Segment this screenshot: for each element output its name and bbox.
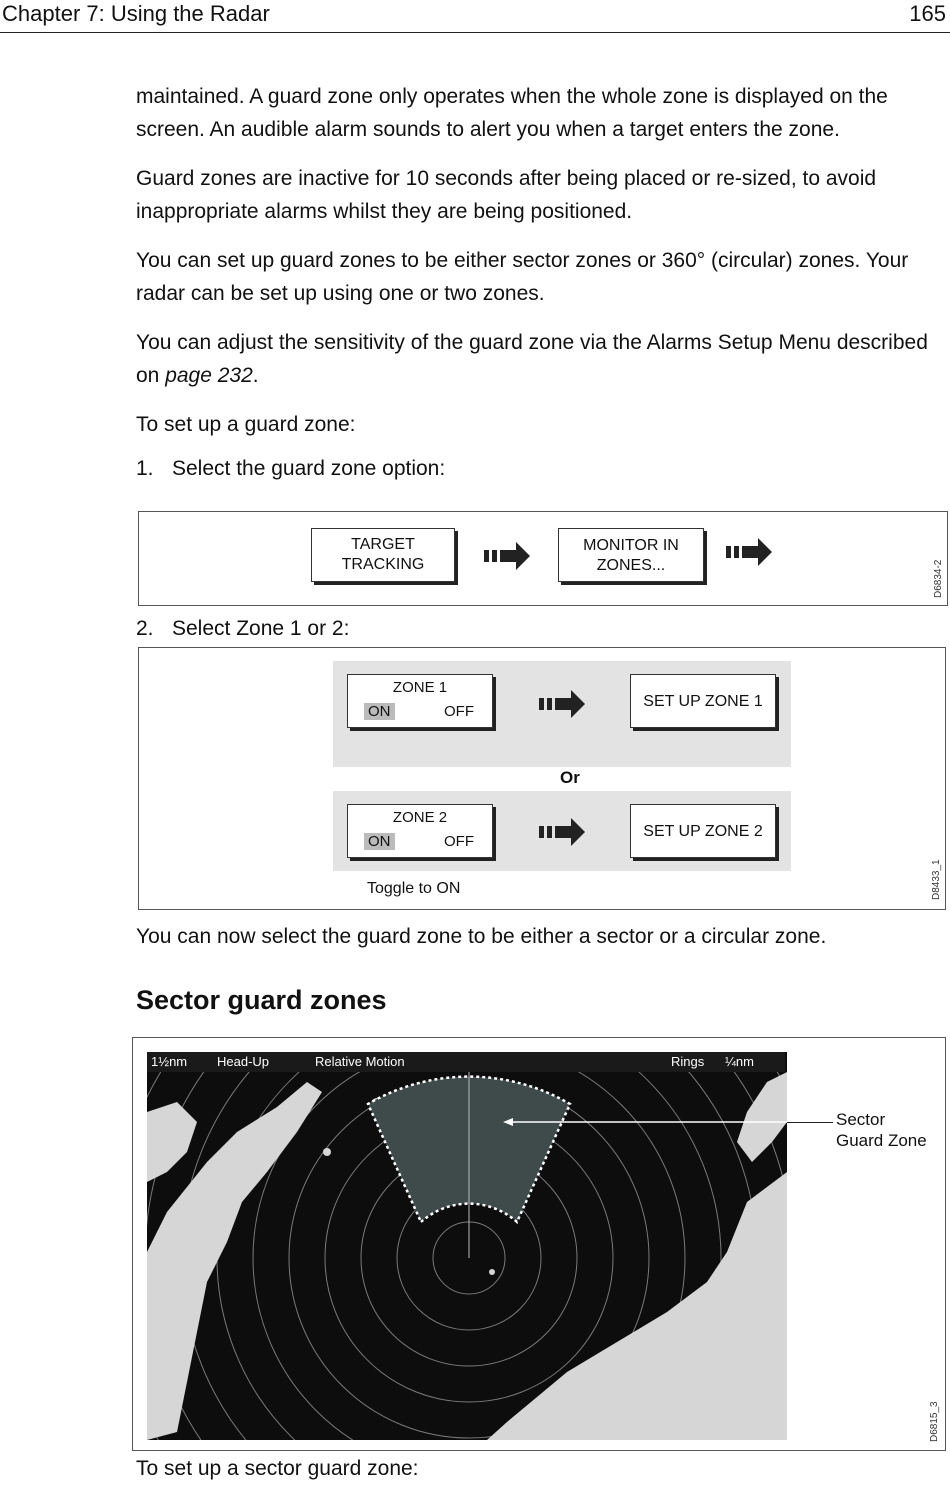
step-2-number: 2.: [136, 617, 154, 640]
callout-line-1: Sector: [836, 1110, 886, 1129]
zone2-on: ON: [364, 833, 395, 850]
figure-zone-select: [138, 647, 946, 910]
setup-zone1-softkey[interactable]: SET UP ZONE 1: [630, 674, 776, 728]
zone1-label: ZONE 1: [392, 679, 448, 696]
orientation-label: Head-Up: [217, 1054, 270, 1069]
rings-label: Rings: [671, 1054, 705, 1069]
paragraph-3: You can set up guard zones to be either sector zones or 360° (circular) zones. Your radar can be set up using one or two zones.: [136, 249, 909, 305]
or-label: Or: [560, 768, 580, 787]
radar-screen: [147, 1052, 787, 1440]
range-label: 1½nm: [151, 1054, 188, 1069]
figure-code: D6815_3: [929, 1401, 940, 1442]
land-left-2: [147, 1102, 197, 1182]
zone1-on: ON: [364, 703, 395, 720]
setup-zone2-softkey[interactable]: SET UP ZONE 2: [630, 804, 776, 858]
paragraph-2: Guard zones are inactive for 10 seconds after being placed or re-sized, to avoid inappropriate alarms whilst they are being positioned.: [136, 167, 877, 223]
rings-value: ¼nm: [725, 1054, 754, 1069]
zone2-label: ZONE 2: [392, 809, 448, 826]
section-heading: Sector guard zones: [136, 985, 387, 1015]
radar-display: [147, 1052, 787, 1440]
figure-code: D6834-2: [933, 559, 944, 598]
zone1-off: OFF: [444, 703, 474, 720]
step-2: [136, 617, 349, 641]
monitor-in-zones-softkey[interactable]: [558, 528, 704, 582]
arrow-right-icon: [484, 540, 532, 572]
page-number: 165: [909, 1, 946, 26]
step-1-number: 1.: [136, 457, 154, 480]
sector-guard-zone-callout: [836, 1109, 927, 1151]
step-1: [136, 457, 445, 481]
zone1-softkey[interactable]: [347, 674, 493, 728]
callout-line-ext: [787, 1122, 833, 1123]
zone2-softkey[interactable]: [347, 804, 493, 858]
step-2-text: Select Zone 1 or 2:: [172, 617, 350, 640]
figure-radar: [132, 1037, 946, 1451]
zone2-toggle: [364, 832, 474, 852]
page-header: [0, 0, 950, 33]
arrow-right-icon: [726, 536, 774, 568]
paragraph-4-suffix: .: [252, 364, 259, 387]
motion-label: Relative Motion: [315, 1054, 405, 1069]
paragraph-4: [136, 326, 936, 392]
step-1-text: Select the guard zone option:: [172, 457, 446, 480]
chapter-title: Chapter 7: Using the Radar: [2, 1, 270, 26]
softkey-line: TRACKING: [341, 556, 425, 573]
figure-code: D8433_1: [931, 859, 942, 900]
zone1-toggle: [364, 702, 474, 722]
land-right-2: [737, 1072, 787, 1162]
softkey-line: TARGET: [351, 536, 415, 553]
toggle-note: Toggle to ON: [367, 880, 461, 897]
intro-text: To set up a guard zone:: [136, 413, 356, 436]
paragraph-4-text: You can adjust the sensitivity of the guard zone via the Alarms Setup Menu described on: [136, 331, 928, 387]
paragraph-1: maintained. A guard zone only operates when the whole zone is displayed on the screen. An audible alarm sounds to alert you when a target enters the zone.: [136, 85, 888, 141]
closing-text: To set up a sector guard zone:: [136, 1457, 419, 1480]
radar-status-bar: [147, 1052, 785, 1072]
arrow-right-icon: [539, 688, 587, 720]
zone2-off: OFF: [444, 833, 474, 850]
softkey-line: ZONES...: [596, 557, 666, 574]
target-tracking-softkey[interactable]: [311, 528, 455, 582]
after-figure-text: You can now select the guard zone to be either a sector or a circular zone.: [136, 925, 827, 948]
page-link[interactable]: page 232: [165, 364, 253, 387]
softkey-line: MONITOR IN: [583, 537, 679, 554]
land-right: [487, 1172, 787, 1440]
callout-line-2: Guard Zone: [836, 1131, 927, 1150]
arrow-right-icon: [539, 816, 587, 848]
figure-softkeys-1: [138, 511, 948, 606]
